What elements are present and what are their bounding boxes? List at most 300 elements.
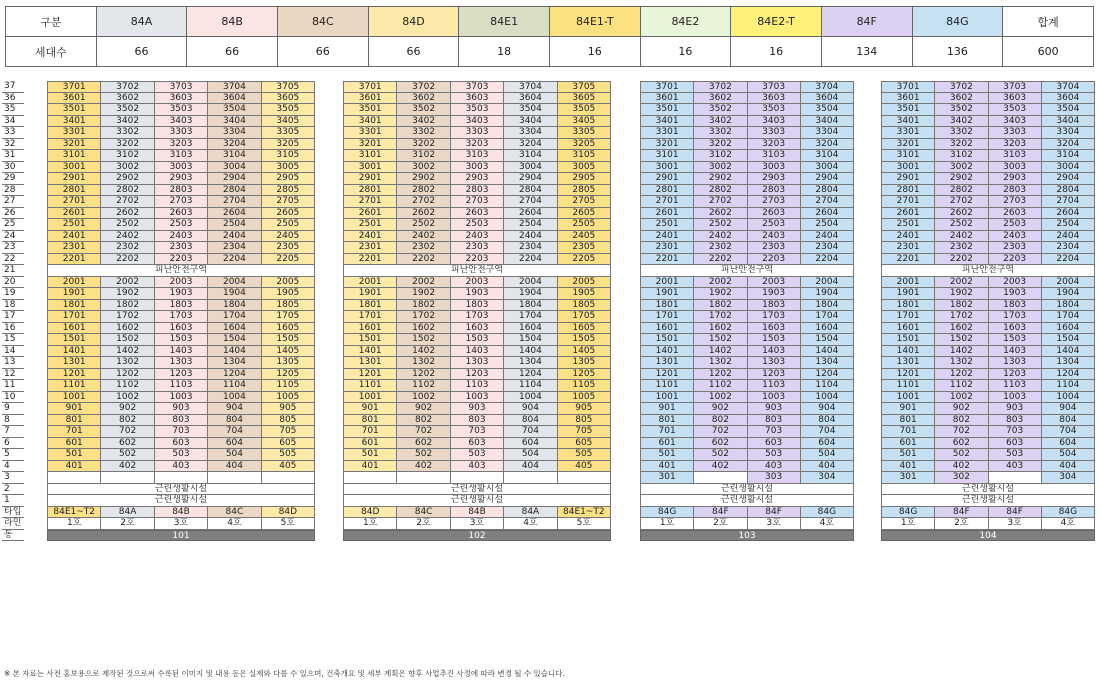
unit-cell: 1002 [935, 392, 988, 404]
unit-cell: 3202 [397, 139, 450, 151]
floor-row [47, 369, 315, 381]
unit-cell: 1902 [397, 288, 450, 300]
unit-cell: 803 [989, 415, 1042, 427]
floor-row [343, 185, 611, 197]
floor-row [47, 380, 315, 392]
unit-cell: 2202 [101, 254, 154, 266]
floor-row [47, 139, 315, 151]
floor-row [881, 173, 1095, 185]
floor-row [881, 369, 1095, 381]
summary-count-cell: 16 [549, 37, 640, 67]
unit-cell: 3003 [155, 162, 208, 174]
unit-cell: 1102 [397, 380, 450, 392]
floor-row [640, 185, 854, 197]
unit-cell: 3102 [935, 150, 988, 162]
floor-row [881, 334, 1095, 346]
unit-cell: 1201 [640, 369, 694, 381]
unit-cell: 2002 [694, 277, 747, 289]
unit-cell: 2904 [1042, 173, 1095, 185]
unit-cell: 1601 [640, 323, 694, 335]
unit-cell: 1601 [343, 323, 397, 335]
floor-row [881, 426, 1095, 438]
unit-cell: 701 [881, 426, 935, 438]
summary-count-cell: 66 [96, 37, 187, 67]
unit-cell: 901 [343, 403, 397, 415]
floor-row [881, 277, 1095, 289]
type-row [47, 507, 315, 519]
floor-row [881, 300, 1095, 312]
unit-cell: 1404 [504, 346, 557, 358]
unit-cell: 1001 [47, 392, 101, 404]
floor-row [343, 116, 611, 128]
unit-cell: 2005 [558, 277, 611, 289]
floor-label: 1 [2, 495, 24, 507]
floor-row [881, 104, 1095, 116]
summary-header-cell: 84A [96, 7, 187, 37]
floor-row [881, 415, 1095, 427]
unit-cell: 2804 [208, 185, 261, 197]
summary-count-cell: 600 [1003, 37, 1094, 67]
floor-label: 11 [2, 380, 24, 392]
floor-row [343, 219, 611, 231]
floor-label: 26 [2, 208, 24, 220]
unit-cell: 1102 [101, 380, 154, 392]
floor-row [881, 323, 1095, 335]
empty-unit-cell [989, 472, 1042, 484]
floor-row [47, 173, 315, 185]
unit-cell: 1501 [881, 334, 935, 346]
unit-cell: 2504 [801, 219, 854, 231]
unit-cell: 1801 [881, 300, 935, 312]
unit-cell: 3104 [801, 150, 854, 162]
unit-cell: 601 [881, 438, 935, 450]
unit-cell: 1504 [208, 334, 261, 346]
floor-row [47, 81, 315, 93]
unit-cell: 603 [748, 438, 801, 450]
commercial-facility-cell: 근린생활시설 [881, 495, 1095, 507]
line-cell: 3호 [748, 518, 801, 530]
unit-cell: 2603 [748, 208, 801, 220]
unit-cell: 3104 [1042, 150, 1095, 162]
unit-cell: 1204 [1042, 369, 1095, 381]
unit-cell: 2802 [397, 185, 450, 197]
unit-cell: 2204 [504, 254, 557, 266]
unit-cell: 1803 [451, 300, 504, 312]
unit-cell: 2504 [208, 219, 261, 231]
unit-cell: 2004 [208, 277, 261, 289]
unit-cell: 1403 [155, 346, 208, 358]
unit-cell: 3103 [155, 150, 208, 162]
unit-cell: 2502 [397, 219, 450, 231]
unit-cell: 2505 [558, 219, 611, 231]
unit-cell: 2502 [935, 219, 988, 231]
floor-row [47, 403, 315, 415]
unit-cell: 1904 [504, 288, 557, 300]
unit-cell: 3604 [801, 93, 854, 105]
unit-cell: 3005 [262, 162, 315, 174]
unit-cell: 2801 [881, 185, 935, 197]
unit-cell: 3201 [640, 139, 694, 151]
unit-cell: 3002 [935, 162, 988, 174]
unit-cell: 1105 [262, 380, 315, 392]
unit-cell: 1302 [935, 357, 988, 369]
unit-cell: 3001 [47, 162, 101, 174]
unit-cell: 1202 [101, 369, 154, 381]
unit-cell: 405 [262, 461, 315, 473]
unit-cell: 2902 [101, 173, 154, 185]
unit-cell: 3401 [640, 116, 694, 128]
unit-cell: 2801 [640, 185, 694, 197]
unit-cell: 1501 [47, 334, 101, 346]
unit-cell: 2703 [989, 196, 1042, 208]
unit-cell: 1205 [558, 369, 611, 381]
unit-cell: 801 [343, 415, 397, 427]
floor-row [640, 311, 854, 323]
floor-row [881, 196, 1095, 208]
unit-cell: 1002 [694, 392, 747, 404]
empty-unit-cell [47, 472, 101, 484]
unit-cell: 2702 [694, 196, 747, 208]
unit-cell: 1103 [748, 380, 801, 392]
unit-cell: 2404 [1042, 231, 1095, 243]
floor-row [881, 185, 1095, 197]
type-cell: 84A [504, 507, 557, 519]
unit-cell: 1303 [989, 357, 1042, 369]
line-cell: 1호 [640, 518, 694, 530]
unit-cell: 3301 [343, 127, 397, 139]
unit-cell: 1503 [155, 334, 208, 346]
unit-cell: 2601 [640, 208, 694, 220]
floor-row [640, 162, 854, 174]
unit-cell: 1804 [1042, 300, 1095, 312]
unit-cell: 1702 [935, 311, 988, 323]
unit-cell: 3205 [558, 139, 611, 151]
unit-cell: 2604 [504, 208, 557, 220]
unit-cell: 1903 [748, 288, 801, 300]
line-row [47, 518, 315, 530]
unit-cell: 3003 [451, 162, 504, 174]
unit-cell: 2804 [801, 185, 854, 197]
empty-unit-cell [451, 472, 504, 484]
unit-cell: 1003 [451, 392, 504, 404]
floor-row [47, 323, 315, 335]
line-row [881, 518, 1095, 530]
unit-cell: 1201 [343, 369, 397, 381]
unit-cell: 1803 [748, 300, 801, 312]
unit-cell: 3203 [748, 139, 801, 151]
unit-cell: 3301 [881, 127, 935, 139]
unit-cell: 1101 [343, 380, 397, 392]
type-cell: 84C [208, 507, 261, 519]
floor-label: 27 [2, 196, 24, 208]
floor-row [47, 116, 315, 128]
floor-row [640, 150, 854, 162]
floor-row [640, 104, 854, 116]
unit-cell: 2904 [801, 173, 854, 185]
floor-label: 30 [2, 162, 24, 174]
floor-row [640, 116, 854, 128]
unit-cell: 3603 [155, 93, 208, 105]
unit-cell: 2701 [881, 196, 935, 208]
unit-cell: 1901 [47, 288, 101, 300]
unit-cell: 2503 [451, 219, 504, 231]
unit-cell: 1702 [694, 311, 747, 323]
unit-cell: 1604 [504, 323, 557, 335]
floor-row [640, 415, 854, 427]
unit-cell: 1104 [1042, 380, 1095, 392]
floor-label: 7 [2, 426, 24, 438]
unit-cell: 1004 [504, 392, 557, 404]
unit-cell: 1301 [881, 357, 935, 369]
summary-count-cell: 16 [640, 37, 731, 67]
unit-cell: 704 [208, 426, 261, 438]
unit-cell: 1602 [397, 323, 450, 335]
summary-header-cell: 구분 [6, 7, 97, 37]
unit-cell: 1101 [47, 380, 101, 392]
unit-cell: 702 [935, 426, 988, 438]
floor-row [343, 104, 611, 116]
unit-cell: 1302 [101, 357, 154, 369]
floor-row [640, 334, 854, 346]
unit-cell: 3203 [451, 139, 504, 151]
unit-cell: 2804 [504, 185, 557, 197]
floor-row [640, 81, 854, 93]
floor-label: 3 [2, 472, 24, 484]
unit-cell: 601 [47, 438, 101, 450]
unit-cell: 1401 [47, 346, 101, 358]
floor-label: 20 [2, 277, 24, 289]
unit-cell: 2202 [694, 254, 747, 266]
unit-cell: 2901 [343, 173, 397, 185]
unit-cell: 2902 [935, 173, 988, 185]
unit-cell: 304 [1042, 472, 1095, 484]
unit-cell: 3104 [208, 150, 261, 162]
floor-row [640, 242, 854, 254]
floor-row [47, 265, 315, 277]
unit-cell: 802 [101, 415, 154, 427]
floor-row [47, 426, 315, 438]
floor-row [47, 231, 315, 243]
unit-cell: 1804 [504, 300, 557, 312]
unit-cell: 1305 [558, 357, 611, 369]
unit-cell: 1602 [694, 323, 747, 335]
unit-cell: 2004 [1042, 277, 1095, 289]
unit-cell: 1203 [748, 369, 801, 381]
unit-cell: 2903 [155, 173, 208, 185]
unit-cell: 805 [262, 415, 315, 427]
unit-cell: 3601 [640, 93, 694, 105]
unit-cell: 3203 [989, 139, 1042, 151]
unit-cell: 2201 [343, 254, 397, 266]
unit-cell: 3101 [640, 150, 694, 162]
commercial-facility-cell: 근린생활시설 [640, 484, 854, 496]
unit-cell: 2601 [47, 208, 101, 220]
unit-cell: 2401 [640, 231, 694, 243]
floor-label: 34 [2, 116, 24, 128]
unit-cell: 3701 [47, 81, 101, 93]
unit-cell: 705 [262, 426, 315, 438]
unit-cell: 2301 [640, 242, 694, 254]
empty-unit-cell [558, 472, 611, 484]
floor-row [640, 231, 854, 243]
unit-cell: 2704 [1042, 196, 1095, 208]
unit-cell: 1901 [881, 288, 935, 300]
unit-cell: 3005 [558, 162, 611, 174]
unit-cell: 3701 [343, 81, 397, 93]
unit-cell: 1102 [935, 380, 988, 392]
unit-cell: 2702 [397, 196, 450, 208]
unit-cell: 1303 [748, 357, 801, 369]
unit-cell: 3502 [694, 104, 747, 116]
unit-cell: 2501 [640, 219, 694, 231]
unit-cell: 3503 [155, 104, 208, 116]
unit-cell: 2403 [989, 231, 1042, 243]
type-cell: 84F [989, 507, 1042, 519]
floor-row [343, 139, 611, 151]
unit-cell: 2605 [262, 208, 315, 220]
unit-cell: 3203 [155, 139, 208, 151]
unit-cell: 2803 [989, 185, 1042, 197]
unit-cell: 3504 [801, 104, 854, 116]
unit-cell: 2202 [397, 254, 450, 266]
floor-row [640, 346, 854, 358]
unit-cell: 1003 [989, 392, 1042, 404]
unit-cell: 2301 [881, 242, 935, 254]
unit-cell: 2903 [748, 173, 801, 185]
line-cell: 2호 [101, 518, 154, 530]
summary-header-row [6, 7, 1094, 37]
unit-cell: 1305 [262, 357, 315, 369]
unit-cell: 3004 [504, 162, 557, 174]
floor-row [47, 392, 315, 404]
unit-cell: 3102 [694, 150, 747, 162]
unit-cell: 2705 [558, 196, 611, 208]
unit-cell: 604 [504, 438, 557, 450]
unit-cell: 502 [397, 449, 450, 461]
floor-row [881, 346, 1095, 358]
unit-cell: 1704 [1042, 311, 1095, 323]
unit-cell: 1802 [397, 300, 450, 312]
summary-header-cell: 84F [821, 7, 912, 37]
unit-cell: 2401 [881, 231, 935, 243]
unit-cell: 1804 [801, 300, 854, 312]
floor-label: 25 [2, 219, 24, 231]
empty-unit-cell [208, 472, 261, 484]
unit-cell: 1902 [694, 288, 747, 300]
unit-cell: 402 [935, 461, 988, 473]
unit-cell: 601 [343, 438, 397, 450]
floor-row [343, 150, 611, 162]
floor-row [47, 127, 315, 139]
floor-row [343, 449, 611, 461]
unit-cell: 401 [881, 461, 935, 473]
floor-row [640, 265, 854, 277]
floor-row [343, 208, 611, 220]
floor-row [640, 357, 854, 369]
unit-cell: 3003 [989, 162, 1042, 174]
unit-cell: 1003 [155, 392, 208, 404]
commercial-facility-cell: 근린생활시설 [47, 495, 315, 507]
unit-cell: 1701 [47, 311, 101, 323]
unit-cell: 3403 [989, 116, 1042, 128]
floor-label: 8 [2, 415, 24, 427]
unit-cell: 903 [155, 403, 208, 415]
unit-cell: 3302 [935, 127, 988, 139]
floor-row [343, 346, 611, 358]
type-cell: 84F [694, 507, 747, 519]
unit-cell: 2305 [262, 242, 315, 254]
unit-cell: 2402 [101, 231, 154, 243]
unit-cell: 2803 [155, 185, 208, 197]
commercial-facility-cell: 근린생활시설 [343, 484, 611, 496]
unit-cell: 804 [1042, 415, 1095, 427]
floor-row [881, 116, 1095, 128]
unit-cell: 2802 [935, 185, 988, 197]
floor-row [343, 357, 611, 369]
unit-cell: 2503 [989, 219, 1042, 231]
floor-row [343, 127, 611, 139]
unit-cell: 902 [397, 403, 450, 415]
floor-row [881, 288, 1095, 300]
unit-cell: 3603 [989, 93, 1042, 105]
unit-cell: 2204 [1042, 254, 1095, 266]
unit-cell: 3505 [558, 104, 611, 116]
unit-cell: 404 [1042, 461, 1095, 473]
unit-cell: 3401 [343, 116, 397, 128]
floor-row [881, 93, 1095, 105]
unit-cell: 405 [558, 461, 611, 473]
floor-row [47, 438, 315, 450]
unit-cell: 1504 [1042, 334, 1095, 346]
floor-row [881, 461, 1095, 473]
floor-row [881, 311, 1095, 323]
floor-row [47, 93, 315, 105]
unit-cell: 3404 [801, 116, 854, 128]
floor-row [343, 288, 611, 300]
unit-summary-table [5, 6, 1094, 67]
unit-cell: 302 [935, 472, 988, 484]
unit-cell: 1205 [262, 369, 315, 381]
unit-cell: 3004 [801, 162, 854, 174]
unit-cell: 403 [748, 461, 801, 473]
floor-label: 12 [2, 369, 24, 381]
unit-cell: 1705 [558, 311, 611, 323]
summary-header-cell: 84D [368, 7, 459, 37]
unit-cell: 1001 [343, 392, 397, 404]
unit-cell: 402 [397, 461, 450, 473]
floor-row [343, 300, 611, 312]
unit-cell: 602 [101, 438, 154, 450]
unit-cell: 301 [881, 472, 935, 484]
unit-cell: 702 [694, 426, 747, 438]
unit-cell: 605 [262, 438, 315, 450]
unit-cell: 1301 [343, 357, 397, 369]
unit-cell: 2604 [1042, 208, 1095, 220]
refuge-area-cell: 피난안전구역 [343, 265, 611, 277]
unit-cell: 1903 [989, 288, 1042, 300]
unit-cell: 602 [935, 438, 988, 450]
type-row [343, 507, 611, 519]
unit-cell: 404 [208, 461, 261, 473]
unit-cell: 2202 [935, 254, 988, 266]
floor-label: 22 [2, 254, 24, 266]
floor-row [343, 196, 611, 208]
unit-cell: 2603 [451, 208, 504, 220]
unit-cell: 1301 [640, 357, 694, 369]
unit-cell: 2601 [343, 208, 397, 220]
unit-cell: 2302 [935, 242, 988, 254]
unit-cell: 2404 [504, 231, 557, 243]
